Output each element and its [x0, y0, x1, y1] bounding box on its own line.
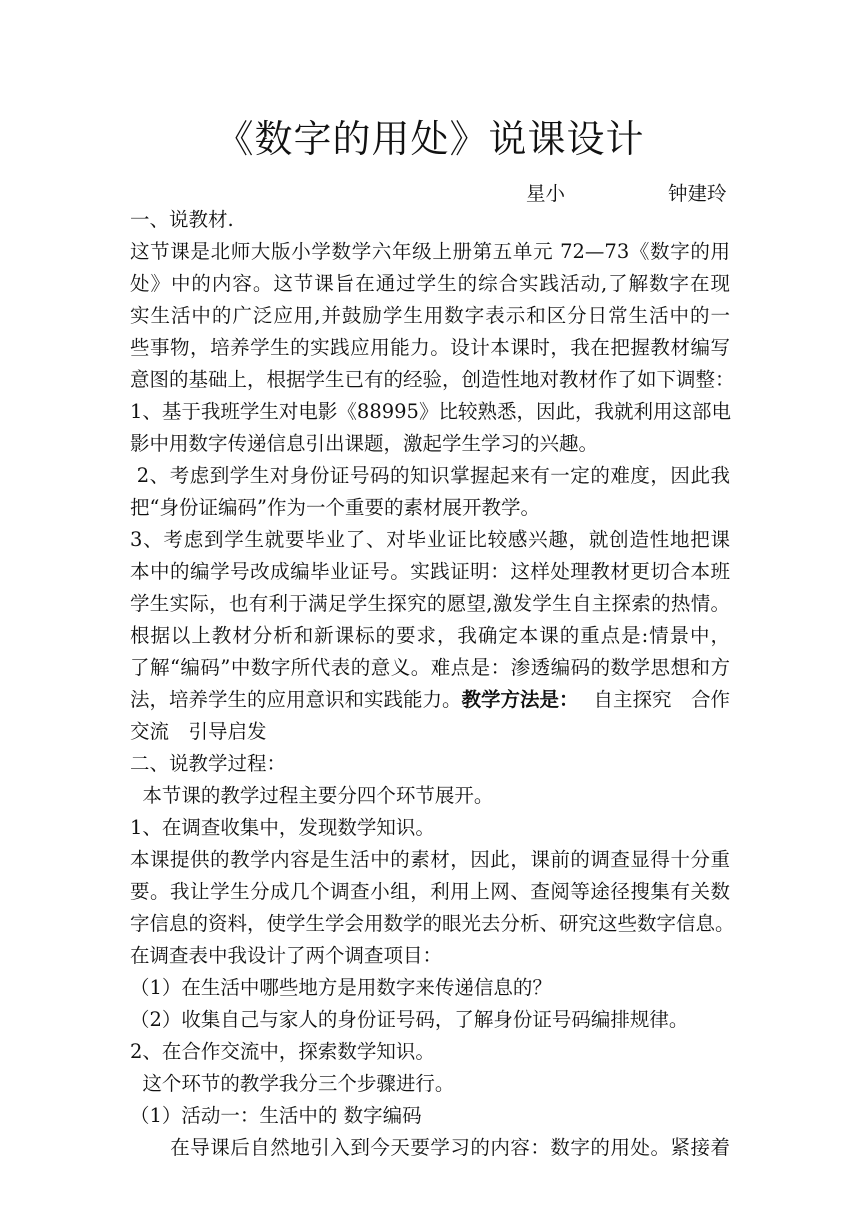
paragraph-line: 这节课是北师大版小学数学六年级上册第五单元 72—73《数字的用: [130, 240, 730, 263]
paragraph-line: 字信息的资料，使学生学会用数学的眼光去分析、研究这些数字信息。: [130, 912, 735, 935]
list-item: （1）在生活中哪些地方是用数字来传递信息的？: [130, 976, 552, 999]
paragraph-line: 在调查表中我设计了两个调查项目：: [130, 944, 443, 967]
document-title: 《数字的用处》说课设计: [215, 117, 645, 161]
paragraph-line: 了解“编码”中数字所代表的意义。难点是：渗透编码的数学思想和方: [130, 656, 730, 679]
paragraph-line: 本中的编学号改成编毕业证号。实践证明：这样处理教材更切合本班: [130, 560, 730, 583]
paragraph-line: 交流 引导启发: [130, 720, 267, 743]
list-item: （1）活动一：生活中的 数字编码: [130, 1104, 422, 1127]
paragraph-line: 把“身份证编码”作为一个重要的素材展开教学。: [130, 496, 540, 519]
paragraph-line: 2、考虑到学生对身份证号码的知识掌握起来有一定的难度，因此我: [130, 464, 730, 487]
author-name: 钟建玲: [668, 182, 727, 205]
paragraph-line: 要。我让学生分成几个调查小组，利用上网、查阅等途径搜集有关数: [130, 880, 730, 903]
paragraph-line-mixed: [130, 684, 730, 716]
bold-label: 教学方法是：: [461, 688, 579, 711]
paragraph-line: 处》中的内容。这节课旨在通过学生的综合实践活动,了解数字在现: [130, 272, 730, 295]
section-heading: 二、说教学过程：: [130, 752, 287, 775]
paragraph-line: 这个环节的教学我分三个步骤进行。: [130, 1072, 455, 1095]
paragraph-line: 影中用数字传递信息引出课题，激起学生学习的兴趣。: [130, 432, 599, 455]
method-list: 自主探究 合作: [593, 688, 730, 711]
paragraph-line: 根据以上教材分析和新课标的要求，我确定本课的重点是:情景中，: [130, 624, 730, 647]
paragraph-text: 法，培养学生的应用意识和实践能力。: [130, 688, 462, 711]
subsection-heading: 1、在调查收集中，发现数学知识。: [130, 816, 435, 839]
paragraph-line: 在导课后自然地引入到今天要学习的内容：数字的用处。紧接着: [130, 1136, 730, 1159]
paragraph-line: 实生活中的广泛应用,并鼓励学生用数字表示和区分日常生活中的一: [130, 304, 730, 327]
subsection-heading: 2、在合作交流中，探索数学知识。: [130, 1040, 435, 1063]
paragraph-line: 1、基于我班学生对电影《88995》比较熟悉，因此，我就利用这部电: [130, 400, 731, 423]
paragraph-line: 学生实际，也有利于满足学生探究的愿望,激发学生自主探索的热情。: [130, 592, 730, 615]
paragraph-line: 3、考虑到学生就要毕业了、对毕业证比较感兴趣，就创造性地把课: [130, 528, 730, 551]
paragraph-line: 本课提供的教学内容是生活中的素材，因此，课前的调查显得十分重: [130, 848, 730, 871]
paragraph-line: 些事物，培养学生的实践应用能力。设计本课时，我在把握教材编写: [130, 336, 730, 359]
list-item: （2）收集自己与家人的身份证号码，了解身份证号码编排规律。: [130, 1008, 689, 1031]
author-school: 星小: [526, 182, 566, 205]
paragraph-line: 本节课的教学过程主要分四个环节展开。: [130, 784, 494, 807]
paragraph-line: 意图的基础上，根据学生已有的经验，创造性地对教材作了如下调整：: [130, 368, 735, 391]
section-heading: 一、说教材.: [130, 208, 234, 231]
